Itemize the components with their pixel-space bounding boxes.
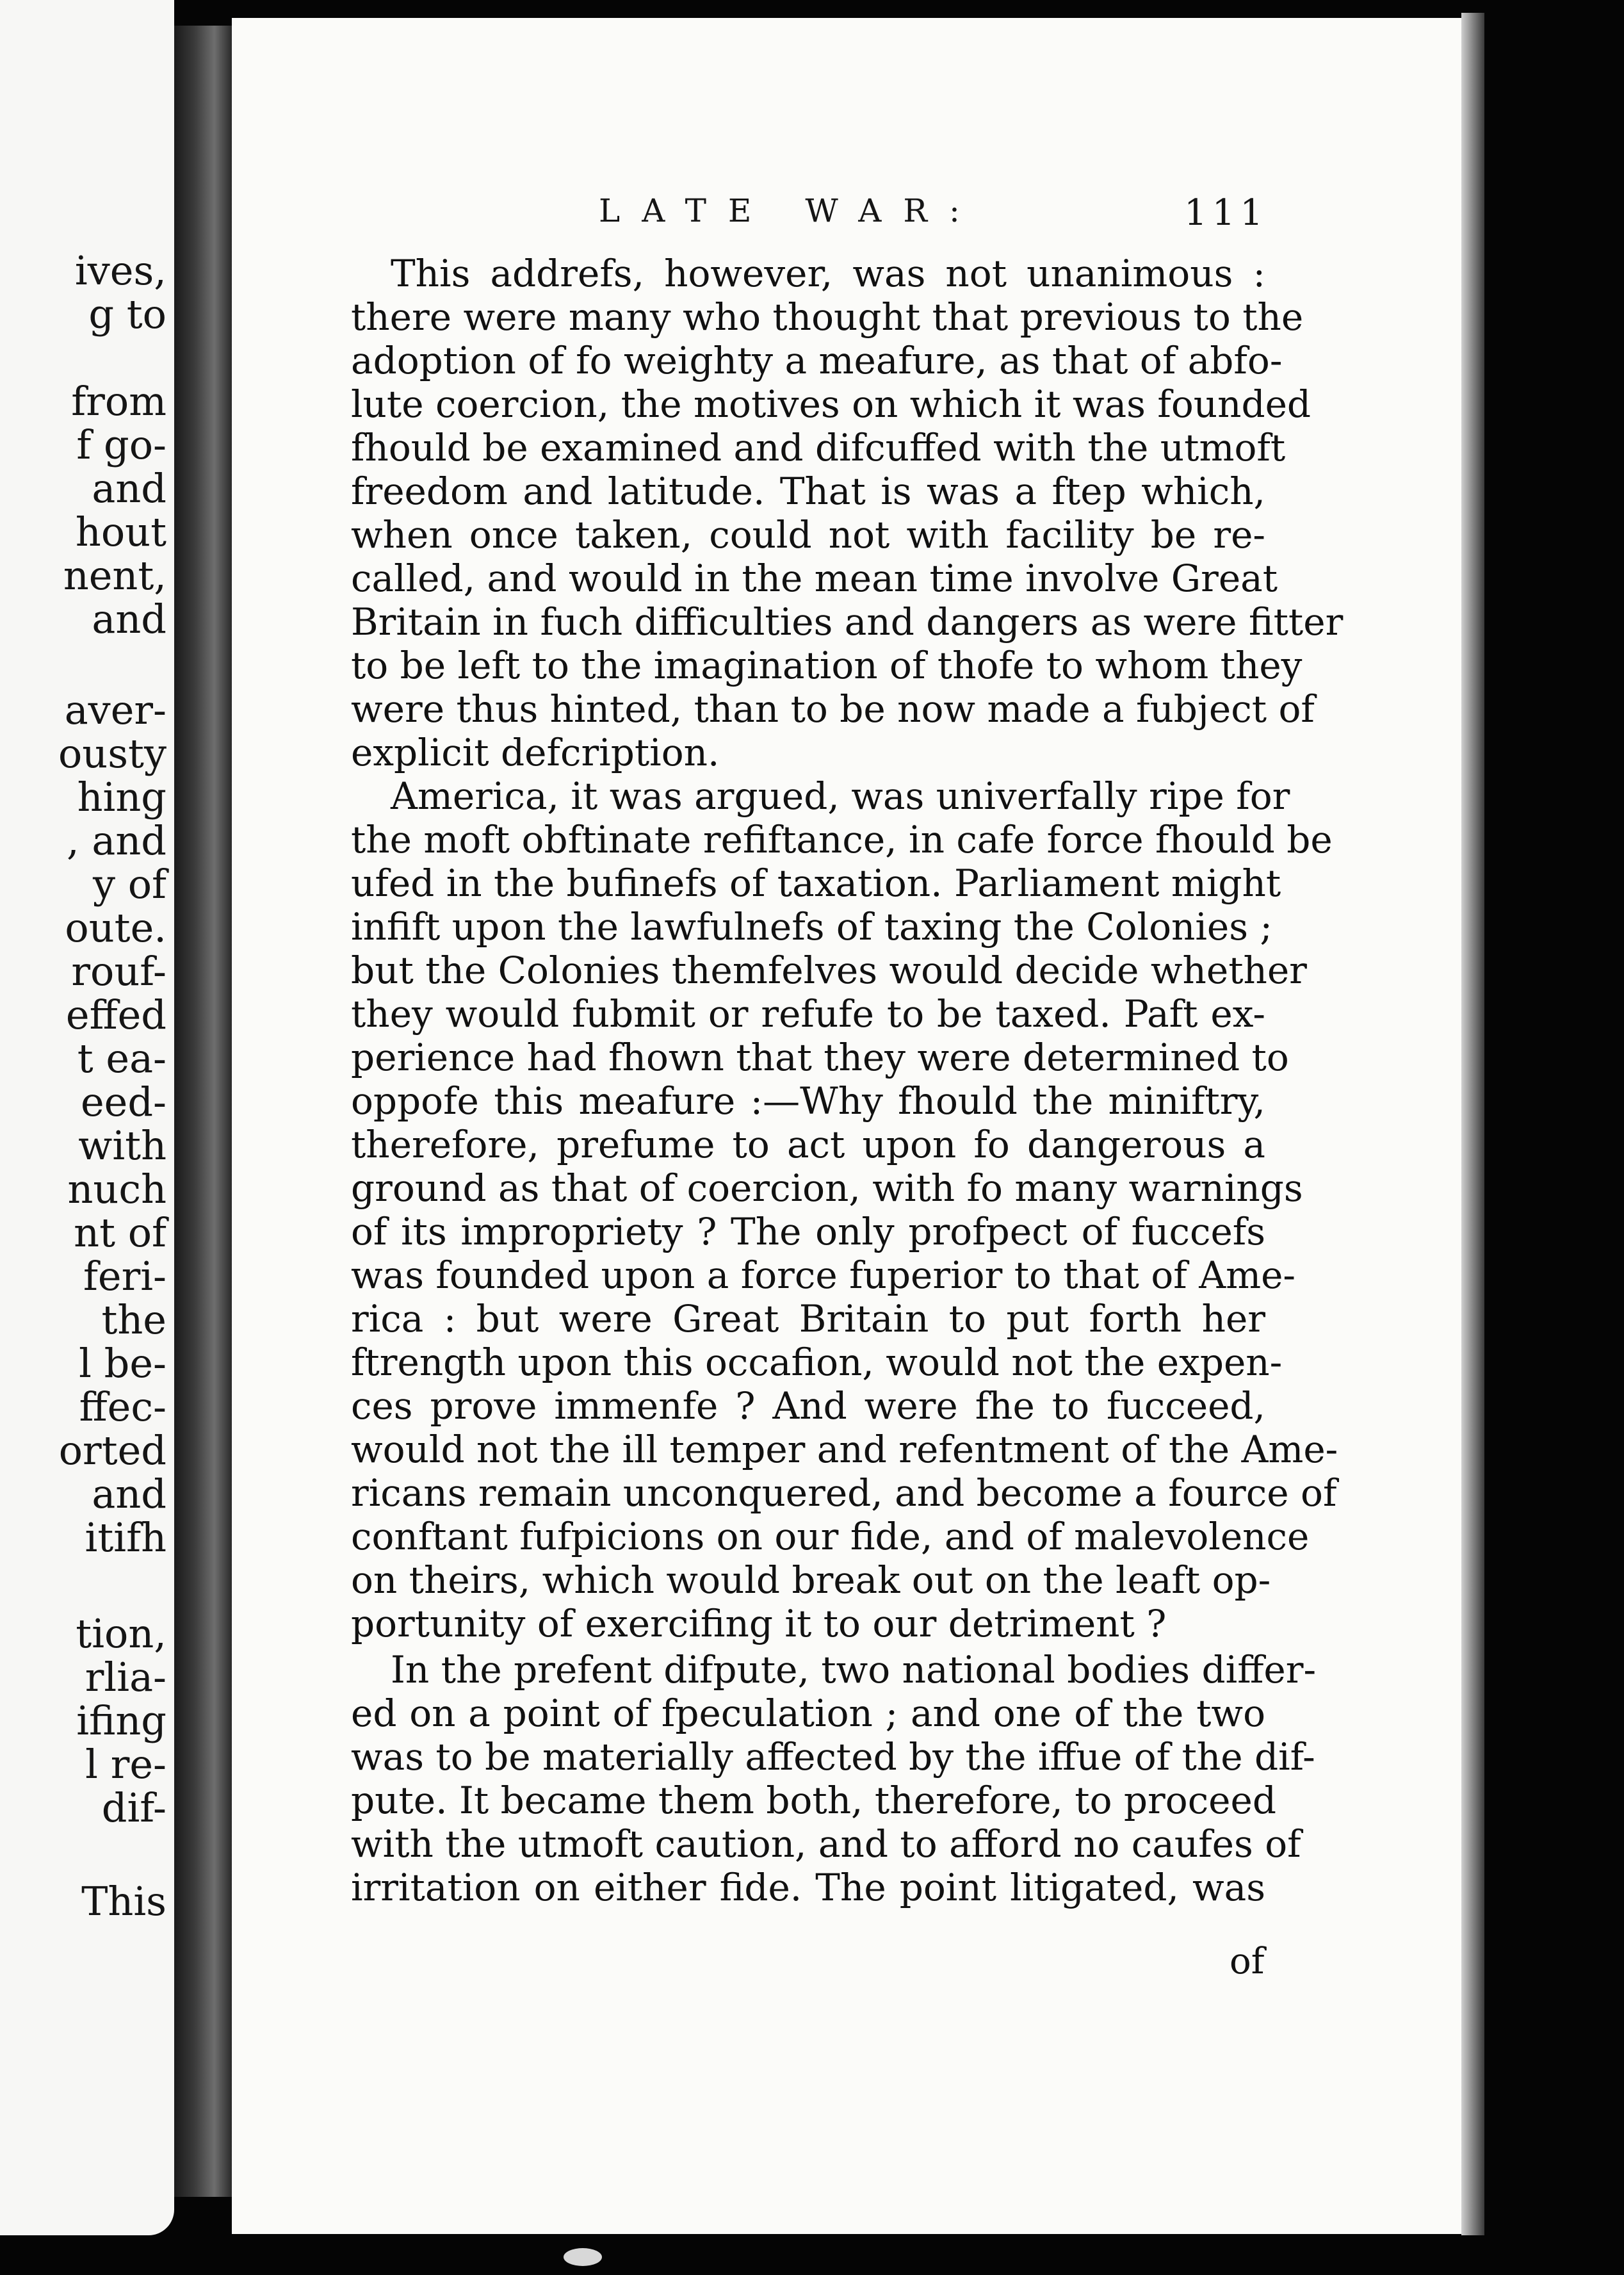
left-page-line: ifing [76,1697,166,1744]
body-line: perience had fhown that they were determined to [351,1036,1289,1079]
body-line: they would fubmit or refufe to be taxed. Paft ex- [351,992,1265,1036]
left-page-line: nuch [67,1166,166,1212]
left-page-line: feri- [83,1253,166,1300]
body-line: infift upon the lawfulnefs of taxing the Colonies ; [351,905,1272,949]
left-page-line: the [101,1296,166,1343]
body-line: with the utmoft caution, and to afford no caufes of [351,1822,1301,1866]
body-line: there were many who thought that previous to the [351,295,1304,339]
body-line: when once taken, could not with facility be re- [351,513,1265,557]
left-page-line: l re- [85,1741,166,1788]
left-page-line: y of [92,861,166,908]
body-line: was founded upon a force fuperior to that of Ame- [351,1253,1296,1297]
body-line: ftrength upon this occafion, would not the expen- [351,1341,1283,1384]
book-gutter [174,26,232,2197]
body-line: Britain in fuch difficulties and dangers as were fitter [351,600,1344,644]
left-page-line: ousty [58,730,166,777]
body-line: would not the ill temper and refentment of the Ame- [351,1428,1338,1471]
body-line: the moft obftinate refiftance, in cafe force fhould be [351,818,1333,861]
left-page-line: nent, [63,552,166,599]
left-page-line: ffec- [79,1383,166,1430]
page-header [346,192,1268,237]
body-line: America, it was argued, was univerfally ripe for [391,774,1290,818]
left-page-line: , and [67,817,166,864]
body-line: therefore, prefume to act upon fo dangerous a [351,1123,1265,1166]
body-line: ground as that of coercion, with fo many warnings [351,1166,1303,1210]
left-page-line: orted [58,1427,166,1474]
page-number: 111 [1184,192,1268,234]
body-line: lute coercion, the motives on which it was founded [351,382,1311,426]
left-page-line: hing [77,774,166,820]
left-page-line: dif- [101,1784,166,1831]
running-head: LATE WAR: [599,192,982,229]
body-line: irritation on either fide. The point litigated, was [351,1866,1265,1909]
body-line: conftant fufpicions on our fide, and of malevolence [351,1515,1310,1558]
left-page-line: f go- [76,421,166,468]
body-line: of its impropriety ? The only profpect of fuccefs [351,1210,1265,1253]
body-line: This addrefs, however, was not unanimous : [391,252,1265,295]
left-page-line: This [81,1878,166,1925]
body-line: freedom and latitude. That is was a ftep which, [351,469,1265,513]
body-line: pute. It became them both, therefore, to proceed [351,1779,1276,1822]
body-line: called, and would in the mean time involve Great [351,557,1278,600]
body-line: portunity of exercifing it to our detriment ? [351,1602,1167,1645]
left-page-line: nt of [74,1209,166,1256]
left-page-line: from [71,378,166,425]
body-line: rica : but were Great Britain to put forth her [351,1297,1265,1341]
body-line: adoption of fo weighty a meafure, as that of abfo- [351,339,1283,382]
left-page-line: and [92,465,166,512]
body-line: on theirs, which would break out on the leaft op- [351,1558,1271,1602]
body-line: was to be materially affected by the iffue of the dif- [351,1735,1315,1779]
body-line: were thus hinted, than to be now made a fubject of [351,687,1315,731]
left-page-line: ives, [74,247,166,294]
catchword: of [1230,1941,1265,1982]
body-line: explicit defcription. [351,731,720,774]
body-line: oppofe this meafure :—Why fhould the miniftry, [351,1079,1265,1123]
left-page-line: t ea- [77,1035,166,1082]
left-page-line: l be- [79,1340,166,1387]
body-line: ces prove immenfe ? And were fhe to fucceed, [351,1384,1265,1428]
left-page-line: rlia- [85,1654,166,1700]
body-line: ufed in the bufinefs of taxation. Parliament might [351,861,1281,905]
left-page-line: oute. [65,904,166,951]
left-page-line: and [92,1471,166,1517]
body-line: ed on a point of fpeculation ; and one of the two [351,1692,1265,1735]
body-line: ricans remain unconquered, and become a fource of [351,1471,1337,1515]
left-page-line: g to [88,291,166,338]
left-page-line: and [92,596,166,642]
left-page-line: hout [75,509,166,555]
body-line: fhould be examined and difcuffed with the utmoft [351,426,1286,469]
body-line: to be left to the imagination of thofe to whom they [351,644,1303,687]
body-line: In the prefent difpute, two national bodies differ- [391,1648,1317,1692]
left-page-line: tion, [76,1610,166,1657]
left-page-line: eed- [80,1079,166,1125]
scan-speck [564,2248,602,2266]
left-page-line: itifh [85,1514,166,1561]
left-page [0,0,174,2235]
body-line: but the Colonies themfelves would decide whether [351,949,1307,992]
page-edge-shadow [1461,13,1484,2235]
left-page-line: effed [65,991,166,1038]
left-page-line: rouf- [71,948,166,995]
left-page-line: with [78,1122,166,1169]
left-page-line: aver- [64,687,166,733]
